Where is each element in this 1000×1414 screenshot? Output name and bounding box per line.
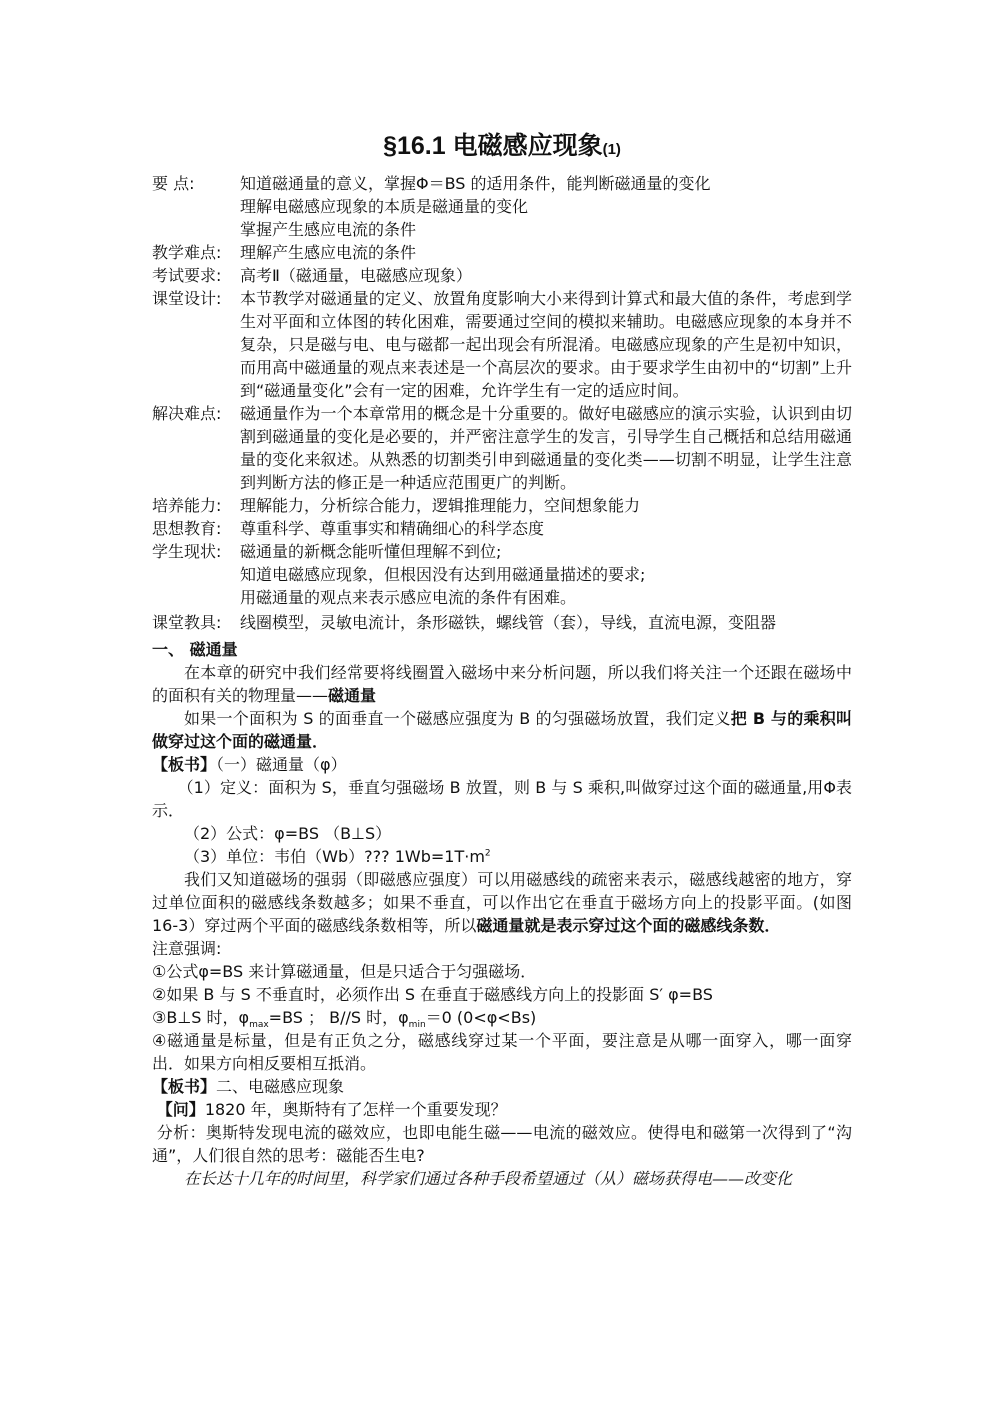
- board-note: [152, 1075, 852, 1098]
- board-note: [152, 753, 852, 776]
- row-label: 教学难点:: [152, 243, 222, 262]
- row-solve-difficulty: [152, 402, 852, 494]
- unit-superscript: 2: [484, 848, 491, 859]
- title-sub: (1): [602, 141, 621, 158]
- analysis-paragraph: 分析：奥斯特发现电流的磁效应，也即电能生磁——电流的磁效应。使得电和磁第一次得到了“沟通”，人们很自然的思考：磁能否生电?: [152, 1123, 852, 1165]
- row-line: 理解电磁感应现象的本质是磁通量的变化: [240, 197, 529, 216]
- paragraph: [152, 868, 852, 937]
- unit-text: （3）单位：韦伯（Wb）??? 1Wb=1T·m: [184, 847, 485, 866]
- board-title: （一）磁通量（φ）: [216, 755, 347, 774]
- note-item: ①公式φ=BS 来计算磁通量，但是只适合于匀强磁场．: [152, 962, 537, 981]
- paragraph-text: 在本章的研究中我们经常要将线圈置入磁场中来分析问题，所以我们将关注一个还跟在磁场中的面积有关的物理量——: [152, 663, 852, 705]
- row-label: 解决难点:: [152, 404, 222, 423]
- row-label: 考试要求:: [152, 266, 222, 285]
- row-line: 理解能力，分析综合能力，逻辑推理能力，空间想象能力: [240, 496, 641, 515]
- row-label: 课堂设计:: [152, 289, 222, 308]
- paragraph: 在长达十几年的时间里，科学家们通过各种手段希望通过（从）磁场获得电——改变化: [184, 1169, 793, 1188]
- note-subscript: min: [408, 1020, 426, 1031]
- row-label: 要 点:: [152, 174, 195, 193]
- question-text: 1820 年，奥斯特有了怎样一个重要发现？: [204, 1100, 507, 1119]
- page-title: [152, 128, 852, 168]
- note-subscript: max: [249, 1020, 269, 1031]
- row-label: 学生现状:: [152, 542, 222, 561]
- row-line: 掌握产生感应电流的条件: [240, 220, 417, 239]
- row-label: 培养能力:: [152, 496, 222, 515]
- row-difficulty: [152, 241, 852, 264]
- row-exam-requirement: [152, 264, 852, 287]
- document-page: [152, 128, 852, 1190]
- paragraph-text: 如果一个面积为 S 的面垂直一个磁感应强度为 B 的匀强磁场放置，我们定义: [184, 709, 731, 728]
- paragraph-bold: 磁通量就是表示穿过这个面的磁感线条数．: [476, 916, 781, 935]
- unit-line: [152, 845, 852, 868]
- paragraph-bold: 磁通量: [328, 686, 377, 705]
- row-line: 知道电磁感应现象，但根因没有达到用磁通量描述的要求;: [240, 565, 646, 584]
- row-line: 知道磁通量的意义，掌握Φ＝BS 的适用条件，能判断磁通量的变化: [240, 174, 711, 193]
- notes-title: 注意强调:: [152, 939, 222, 958]
- note-text: ③B⊥S 时，φ: [152, 1008, 250, 1027]
- paragraph-bold: 把 B 与的乘积叫做穿过这个面的磁通量．: [152, 709, 852, 751]
- row-student-status: [152, 540, 852, 609]
- row-line: 理解产生感应电流的条件: [240, 243, 417, 262]
- row-line: 尊重科学、尊重事实和精确细心的科学态度: [240, 519, 545, 538]
- section-heading: 一、 磁通量: [152, 640, 238, 659]
- title-main: §16.1 电磁感应现象: [383, 132, 603, 160]
- formula-line: （2）公式：φ=BS （B⊥S）: [184, 824, 392, 843]
- note-item: ④磁通量是标量，但是有正负之分，磁感线穿过某一个平面，要注意是从哪一面穿入，哪一面穿出．如果方向相反要相互抵消。: [152, 1031, 852, 1073]
- board-tag: 【板书】: [152, 755, 217, 774]
- note-item: ②如果 B 与 S 不垂直时，必须作出 S 在垂直于磁感线方向上的投影面 S′ φ=BS: [152, 985, 713, 1004]
- row-line: 磁通量的新概念能听懂但理解不到位;: [240, 542, 502, 561]
- board-title: 二、电磁感应现象: [216, 1077, 345, 1096]
- row-line: 线圈模型，灵敏电流计，条形磁铁，螺线管（套），导线，直流电源，变阻器: [240, 613, 777, 632]
- paragraph-text: 我们又知道磁场的强弱（即磁感应强度）可以用磁感线的疏密来表示，磁感线越密的地方，穿过单位面积的磁感线条数越多；如果不垂直，可以作出它在垂直于磁场方向上的投影平面。(如图 16-3）穿过两个平面的磁感线条数相等，所以: [152, 870, 852, 935]
- row-line: 高考Ⅱ（磁通量，电磁感应现象）: [240, 266, 472, 285]
- note-text: =BS ； B//S 时，φ: [268, 1008, 409, 1027]
- row-abilities: [152, 494, 852, 517]
- note-item: [152, 1006, 852, 1029]
- row-teaching-aids: [152, 611, 852, 634]
- row-line: 用磁通量的观点来表示感应电流的条件有困难。: [240, 588, 577, 607]
- note-text: ＝0 (0<φ<Bs): [425, 1008, 537, 1027]
- row-class-design: [152, 287, 852, 402]
- row-line: 磁通量作为一个本章常用的概念是十分重要的。做好电磁感应的演示实验，认识到由切割到磁通量的变化是必要的，并严密注意学生的发言，引导学生自己概括和总结用磁通量的变化来叙述。从熟悉的切割类引申到磁通量的变化类——切割不明显，让学生注意到判断方法的修正是一种适应范围更广的判断。: [240, 404, 852, 492]
- paragraph: [152, 707, 852, 753]
- row-key-points: [152, 172, 852, 241]
- row-ideology: [152, 517, 852, 540]
- row-line: 本节教学对磁通量的定义、放置角度影响大小来得到计算式和最大值的条件，考虑到学生对平面和立体图的转化困难，需要通过空间的模拟来辅助。电磁感应现象的本身并不复杂，只是磁与电、电与磁都一起出现会有所混淆。电磁感应现象的产生是初中知识，而用高中磁通量的观点来表述是一个高层次的要求。由于要求学生由初中的“切割”上升到“磁通量变化”会有一定的困难，允许学生有一定的适应时间。: [240, 289, 852, 400]
- question-line: [152, 1098, 852, 1121]
- definition-line: （1）定义：面积为 S，垂直匀强磁场 B 放置，则 B 与 S 乘积,叫做穿过这个面的磁通量,用Φ表示．: [152, 778, 852, 820]
- row-label: 思想教育:: [152, 519, 222, 538]
- board-tag: 【板书】: [152, 1077, 217, 1096]
- question-tag: 【问】: [156, 1100, 205, 1119]
- paragraph: [152, 661, 852, 707]
- row-label: 课堂教具:: [152, 613, 222, 632]
